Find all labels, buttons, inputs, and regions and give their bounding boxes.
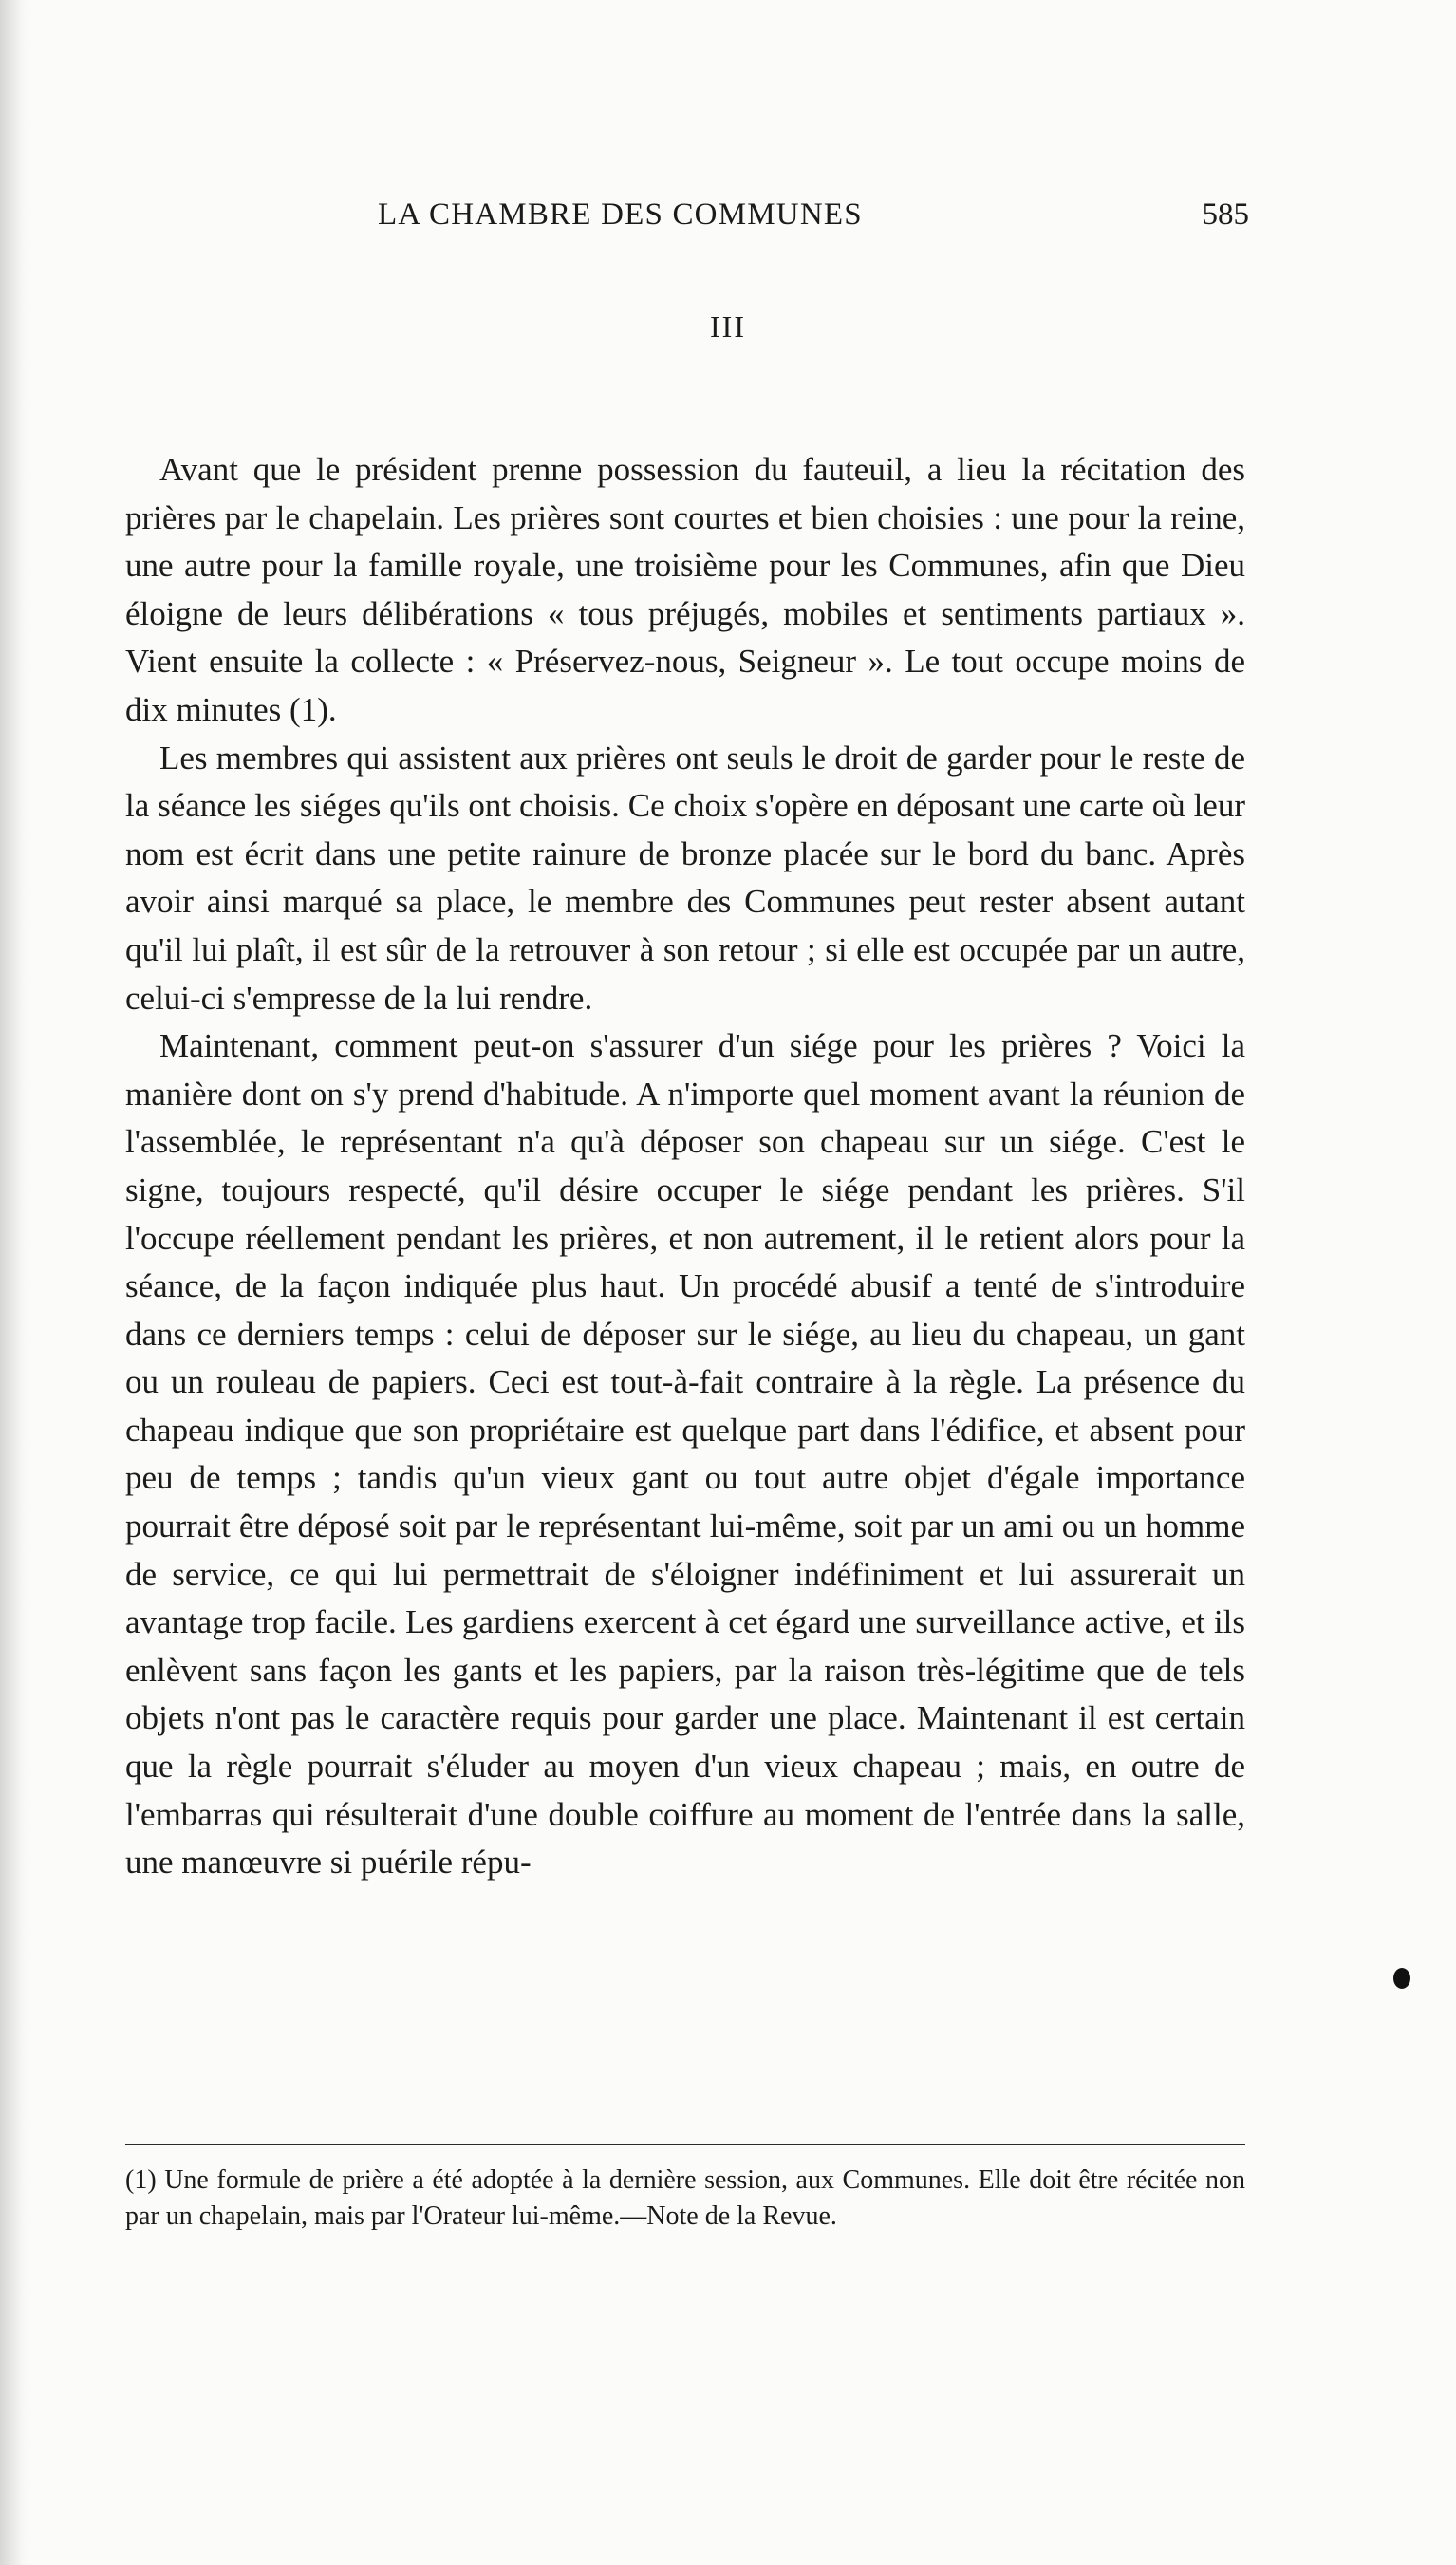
running-head: [378, 194, 1249, 235]
running-title: LA CHAMBRE DES COMMUNES: [378, 197, 863, 232]
binding-shadow: [0, 0, 32, 2565]
paragraph-hat-rule: Maintenant, comment peut-on s'assurer d'un siége pour les prières ? Voici la manière dont on s'y prend d'habitude. A n'importe quel moment avant la réunion de l'assemblée, le représentant n'a qu'à déposer son chapeau sur un siége. C'est le signe, toujours respecté, qu'il désire occuper le siége pendant les prières. S'il l'occupe réellement pendant les prières, et non autrement, il le retient alors pour la séance, de la façon indiquée plus haut. Un procédé abusif a tenté de s'introduire dans ce derniers temps : celui de déposer sur le siége, au lieu du chapeau, un gant ou un rouleau de papiers. Ceci est tout-à-fait contraire à la règle. La présence du chapeau indique que son propriétaire est quelque part dans l'édifice, et absent pour peu de temps ; tandis qu'un vieux gant ou tout autre objet d'égale importance pourrait être déposé soit par le représentant lui-même, soit par un ami ou un homme de service, ce qui lui permettrait de s'éloigner indéfiniment et lui assurerait un avantage trop facile. Les gardiens exercent à cet égard une surveillance active, et ils enlèvent sans façon les gants et les papiers, par la raison très-légitime que de tels objets n'ont pas le caractère requis pour garder une place. Maintenant il est certain que la règle pourrait s'éluder au moyen d'un vieux chapeau ; mais, en outre de l'embarras qui résulterait d'une double coiffure au moment de l'entrée dans la salle, une manœuvre si puérile répu-: [125, 1027, 1245, 1882]
section-heading: III: [710, 309, 746, 344]
page-number: 585: [1202, 197, 1249, 232]
paragraph-prayers: Avant que le président prenne possession du fauteuil, a lieu la récitation des prières par le chapelain. Les prières sont courtes et bien choisies : une pour la reine, une autre pour la famille royale, une troisième pour les Communes, afin que Dieu éloigne de leurs délibérations « tous préjugés, mobiles et sentiments partiaux ». Vient ensuite la collecte : « Préservez-nous, Seigneur ». Le tout occupe moins de dix minutes (1).: [125, 451, 1245, 728]
footnotes: [125, 2162, 1245, 2235]
ink-blot: [1393, 1968, 1410, 1989]
footnote-rule: [125, 2144, 1245, 2145]
paragraph-seat-cards: Les membres qui assistent aux prières ont seuls le droit de garder pour le reste de la séance les siéges qu'ils ont choisis. Ce choix s'opère en déposant une carte où leur nom est écrit dans une petite rainure de bronze placée sur le bord du banc. Après avoir ainsi marqué sa place, le membre des Communes peut rester absent autant qu'il lui plaît, il est sûr de la retrouver à son retour ; si elle est occupée par un autre, celui-ci s'empresse de la lui rendre.: [125, 739, 1245, 1017]
body-text: [125, 446, 1245, 1887]
footnote-1: (1) Une formule de prière a été adoptée à la dernière session, aux Communes. Elle doit être récitée non par un chapelain, mais par l'Orateur lui-même.—Note de la Revue.: [125, 2165, 1245, 2231]
